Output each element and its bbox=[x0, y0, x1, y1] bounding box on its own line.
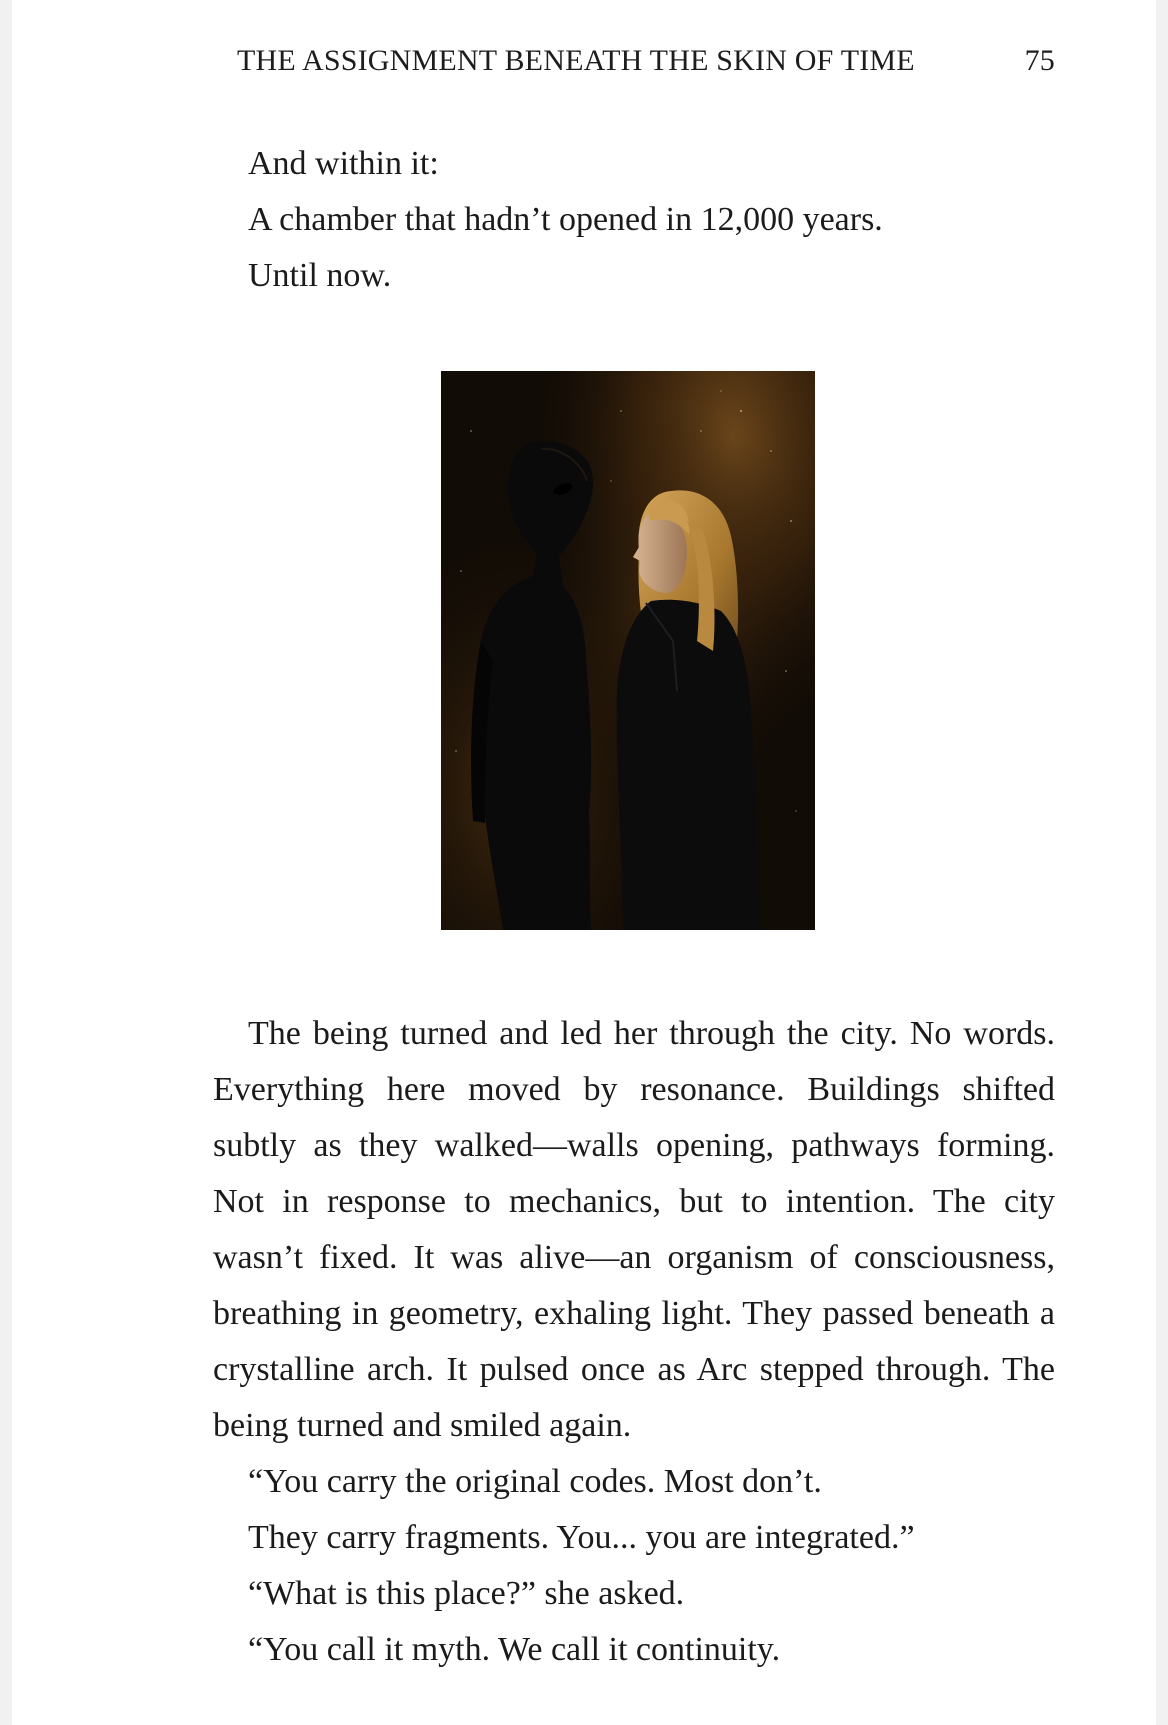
running-title: THE ASSIGNMENT BENEATH THE SKIN OF TIME bbox=[237, 44, 915, 77]
body-text bbox=[213, 1006, 1055, 1678]
running-head bbox=[237, 44, 1055, 78]
intro-line: Until now. bbox=[248, 257, 392, 294]
intro-line: And within it: bbox=[248, 145, 439, 182]
illustration-artwork bbox=[441, 371, 815, 930]
intro-line: A chamber that hadn’t opened in 12,000 years. bbox=[248, 201, 883, 238]
illustration-alien-and-woman bbox=[441, 371, 815, 930]
dialogue-line: “You call it myth. We call it continuity. bbox=[248, 1631, 781, 1668]
page-number: 75 bbox=[1024, 44, 1055, 77]
dialogue-line: “You carry the original codes. Most don’t. bbox=[248, 1463, 822, 1500]
dialogue-line: “What is this place?” she asked. bbox=[248, 1575, 685, 1612]
book-page bbox=[12, 0, 1156, 1725]
dialogue-line: They carry fragments. You... you are integrated.” bbox=[248, 1519, 915, 1556]
main-paragraph: The being turned and led her through the city. No words. Everything here moved by resonance. Buildings shifted subtly as they walked—walls opening, pathways forming. Not in response to mechanics, but to intention. The city wasn’t fixed. It was alive—an organism of consciousness, breathing in geometry, exhaling light. They passed beneath a crystalline arch. It pulsed once as Arc stepped through. The being turned and smiled again. bbox=[213, 1015, 1055, 1444]
intro-lines bbox=[248, 136, 883, 304]
